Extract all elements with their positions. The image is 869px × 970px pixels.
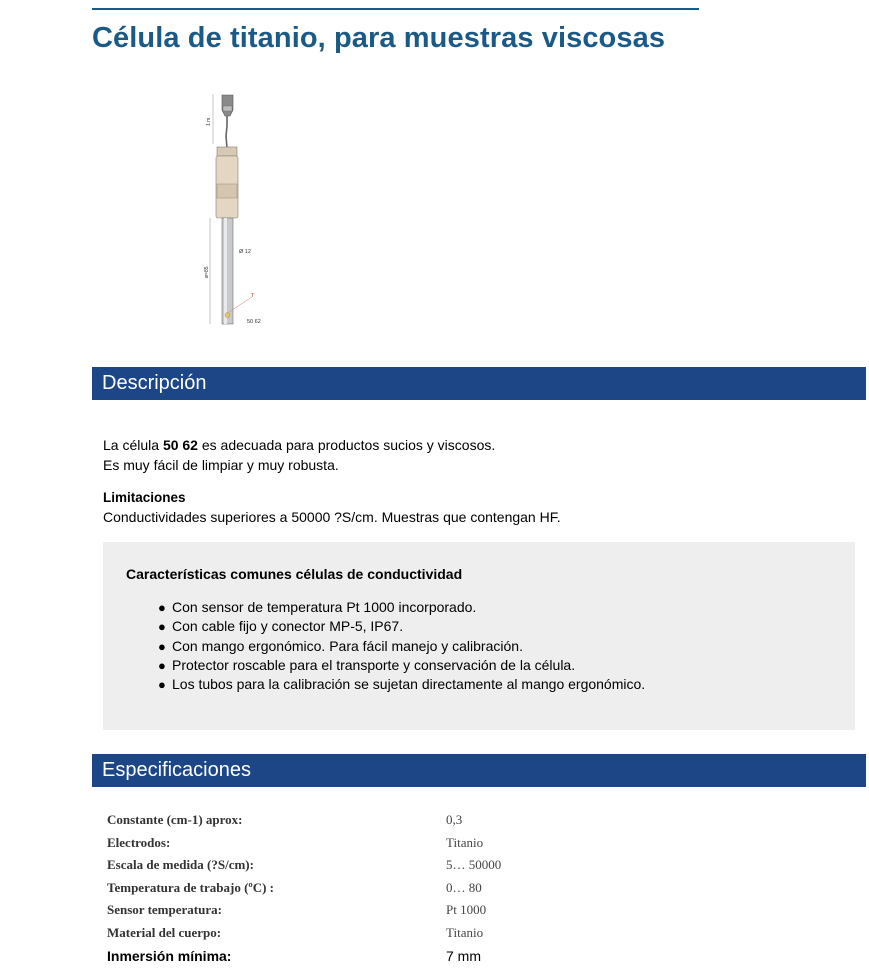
product-drawing — [196, 92, 286, 328]
table-row — [107, 812, 707, 835]
table-row — [107, 925, 707, 948]
list-item: ● Protector roscable para el transporte y conservación de la célula. — [155, 656, 645, 675]
list-item: ● Con sensor de temperatura Pt 1000 incorporado. — [155, 598, 645, 617]
spec-label: Escala de medida (?S/cm): — [107, 857, 254, 873]
model-label: 50 62 — [247, 319, 261, 325]
spec-table — [107, 812, 707, 970]
limitations-title: Limitaciones — [103, 490, 186, 505]
top-divider — [92, 8, 699, 10]
spec-value: 5… 50000 — [446, 857, 502, 873]
connector-ring — [223, 106, 232, 111]
spec-label: Constante (cm-1) aprox: — [107, 812, 243, 827]
spec-value: Pt 1000 — [446, 902, 487, 918]
features-list — [155, 598, 645, 694]
table-row — [107, 948, 707, 970]
spec-value: Titanio — [446, 834, 484, 850]
temp-label: T — [251, 293, 255, 299]
list-item: ● Los tubos para la calibración se sujetan directamente al mango ergonómico. — [155, 675, 645, 694]
bullet-icon: ● — [158, 677, 166, 693]
limitations-text: Conductividades superiores a 50000 ?S/cm. Muestras que contengan HF. — [103, 509, 561, 525]
intro-line-2: Es muy fácil de limpiar y muy robusta. — [103, 457, 339, 473]
spec-label: Electrodos: — [107, 834, 171, 850]
cable — [226, 116, 227, 148]
bullet-icon: ● — [158, 600, 166, 615]
list-item: ● Con mango ergonómico. Para fácil manejo y calibración. — [155, 637, 645, 656]
spec-value: 7 mm — [446, 947, 481, 964]
features-box — [103, 542, 855, 730]
table-row — [107, 857, 707, 880]
features-title: Características comunes células de conductividad — [126, 566, 463, 582]
bullet-icon: ● — [158, 657, 166, 673]
cable-length-label: 1 m — [206, 117, 212, 126]
spec-label: Material del cuerpo: — [107, 924, 222, 940]
spec-value: 0… 80 — [446, 879, 482, 895]
sensor-tip — [225, 313, 230, 318]
intro-suffix: es adecuada para productos sucios y viscosos. — [197, 437, 496, 453]
connector-head — [222, 95, 233, 116]
table-row — [107, 835, 707, 858]
spec-label: Inmersión mínima: — [107, 947, 232, 964]
probe-tube — [222, 218, 233, 324]
table-row — [107, 902, 707, 925]
description-header: Descripción — [92, 367, 866, 400]
page-title: Célula de titanio, para muestras viscosas — [92, 22, 666, 54]
specifications-header: Especificaciones — [92, 754, 866, 787]
spec-label: Sensor temperatura: — [107, 902, 222, 918]
length-label: ø=85 — [204, 266, 210, 278]
handle-cap — [217, 147, 237, 156]
bullet-icon: ● — [158, 638, 166, 654]
spec-value: 0,3 — [446, 812, 463, 827]
spec-value: Titanio — [446, 924, 484, 940]
table-row — [107, 880, 707, 903]
intro-prefix: La célula — [103, 437, 163, 453]
intro-model: 50 62 — [162, 437, 198, 453]
list-item: ● Con cable fijo y conector MP-5, IP67. — [155, 617, 645, 636]
diameter-label: Ø 12 — [239, 249, 251, 255]
bullet-icon: ● — [158, 619, 166, 635]
spec-label: Temperatura de trabajo (ºC) : — [107, 879, 275, 895]
intro-line-1 — [103, 437, 495, 453]
